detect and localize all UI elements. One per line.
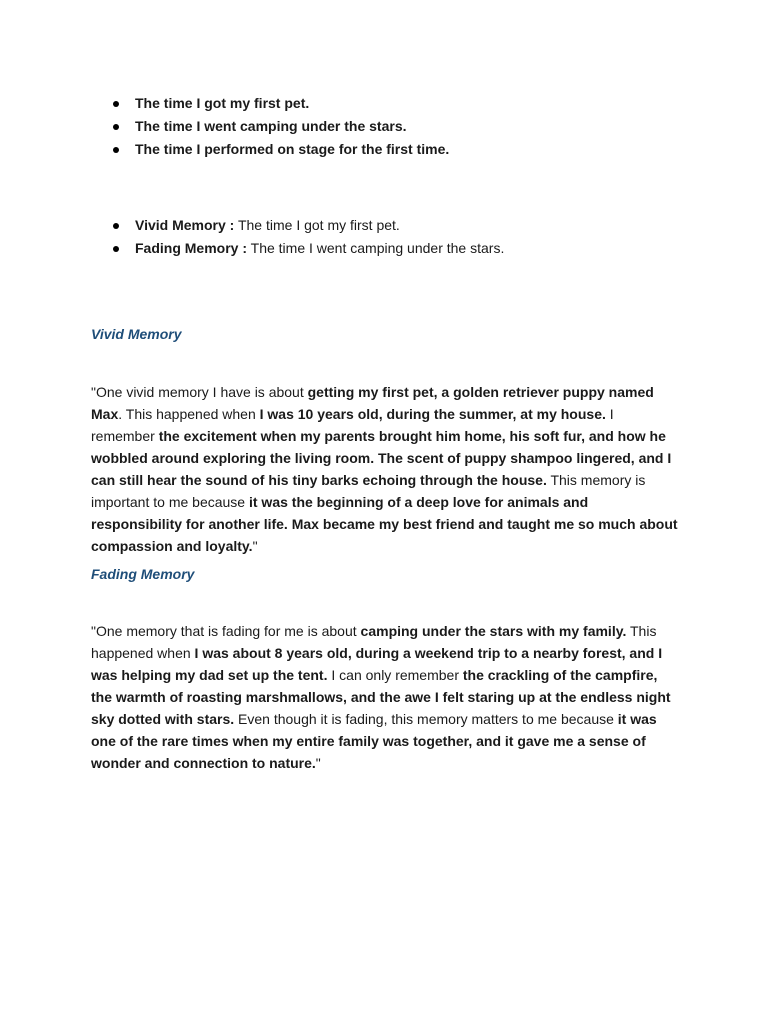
memory-options-list <box>91 92 678 161</box>
list-item <box>91 92 678 115</box>
list-item <box>91 237 678 260</box>
text-run: Even though it is fading, this memory matters to me because <box>234 711 618 727</box>
vivid-memory-paragraph <box>91 381 678 557</box>
bullet-icon <box>113 147 119 153</box>
bullet-icon <box>113 246 119 252</box>
memory-selection-list <box>91 214 678 260</box>
bullet-icon <box>113 101 119 107</box>
bullet-icon <box>113 223 119 229</box>
text-run: This happened when <box>91 623 657 661</box>
text-run: . This happened when <box>118 406 260 422</box>
bold-run: it was one of the rare times when my entire family was together, and it gave me a sense of wonder and connection to nature. <box>91 711 657 771</box>
list-item-label: Fading Memory : <box>135 240 248 256</box>
list-item-label: Vivid Memory : <box>135 217 235 233</box>
list-item-text: The time I got my first pet. <box>135 95 310 111</box>
list-item-text: The time I got my first pet. <box>234 217 400 233</box>
list-item-text: The time I went camping under the stars. <box>135 118 407 134</box>
list-item <box>91 115 678 138</box>
bold-run: the crackling of the campfire, the warmth of roasting marshmallows, and the awe I felt staring up at the endless night sky dotted with stars. <box>91 667 671 727</box>
bold-run: I was about 8 years old, during a weekend trip to a nearby forest, and I was helping my dad set up the tent. <box>91 645 663 683</box>
text-run: " <box>252 538 258 554</box>
bullet-icon <box>113 124 119 130</box>
list-item <box>91 138 678 161</box>
fading-memory-heading: Fading Memory <box>91 566 195 582</box>
bold-run: getting my first pet, a golden retriever puppy named Max <box>91 384 654 422</box>
list-item <box>91 214 678 237</box>
bold-run: I was 10 years old, during the summer, at my house. <box>259 406 606 422</box>
bold-run: the excitement when my parents brought him home, his soft fur, and how he wobbled around exploring the living room. The scent of puppy shampoo lingered, and I can still hear the sound of his tiny barks echoing through the house. <box>91 428 672 488</box>
bold-run: camping under the stars with my family. <box>360 623 627 639</box>
text-run: I can only remember <box>327 667 463 683</box>
list-item-text: The time I performed on stage for the first time. <box>135 141 450 157</box>
text-run: This memory is important to me because <box>91 472 646 510</box>
list-item-text: The time I went camping under the stars. <box>247 240 505 256</box>
bold-run: it was the beginning of a deep love for animals and responsibility for another life. Max became my best friend and taught me so much about compassion and loyalty. <box>91 494 678 554</box>
text-run: " <box>315 755 321 771</box>
fading-memory-paragraph <box>91 620 678 774</box>
text-run: "One vivid memory I have is about <box>91 384 308 400</box>
text-run: I remember <box>91 406 614 444</box>
text-run: "One memory that is fading for me is about <box>91 623 361 639</box>
vivid-memory-heading: Vivid Memory <box>91 326 182 342</box>
